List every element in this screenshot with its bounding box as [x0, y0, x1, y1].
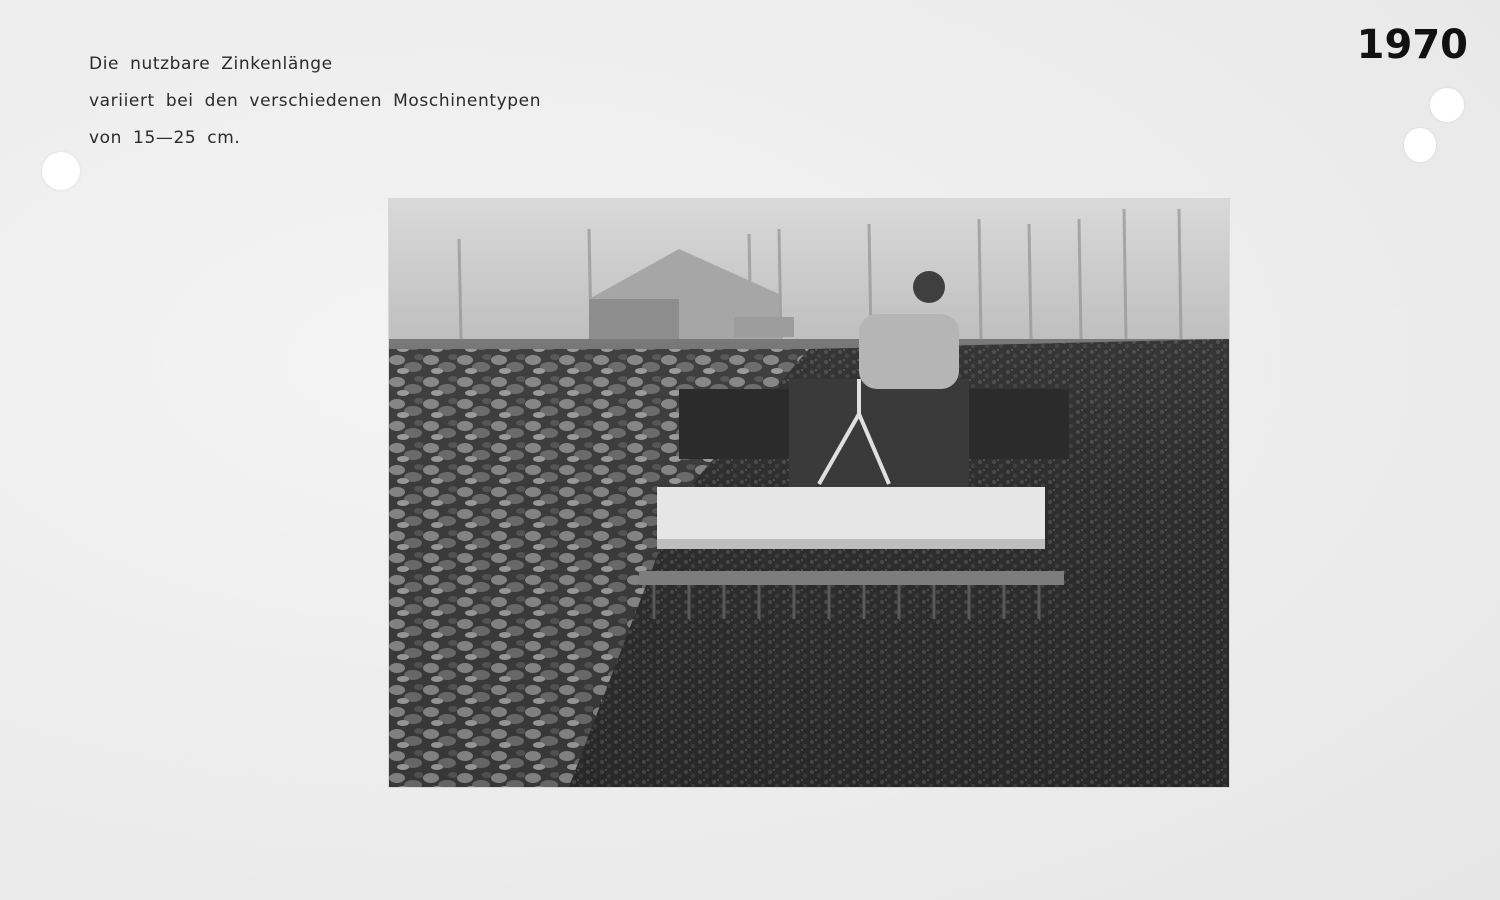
punch-hole-left	[42, 152, 80, 190]
punch-hole-right-lower	[1404, 128, 1436, 162]
caption-line-2: variiert bei den verschiedenen Moschinentypen	[89, 91, 542, 111]
year-label: 1970	[1356, 22, 1468, 68]
punch-hole-right-upper	[1430, 88, 1464, 122]
caption-line-3: von 15—25 cm.	[89, 128, 241, 148]
tractor-field-photo	[388, 198, 1230, 788]
caption-text	[89, 46, 541, 157]
caption-line-1: Die nutzbare Zinkenlänge	[89, 54, 333, 74]
